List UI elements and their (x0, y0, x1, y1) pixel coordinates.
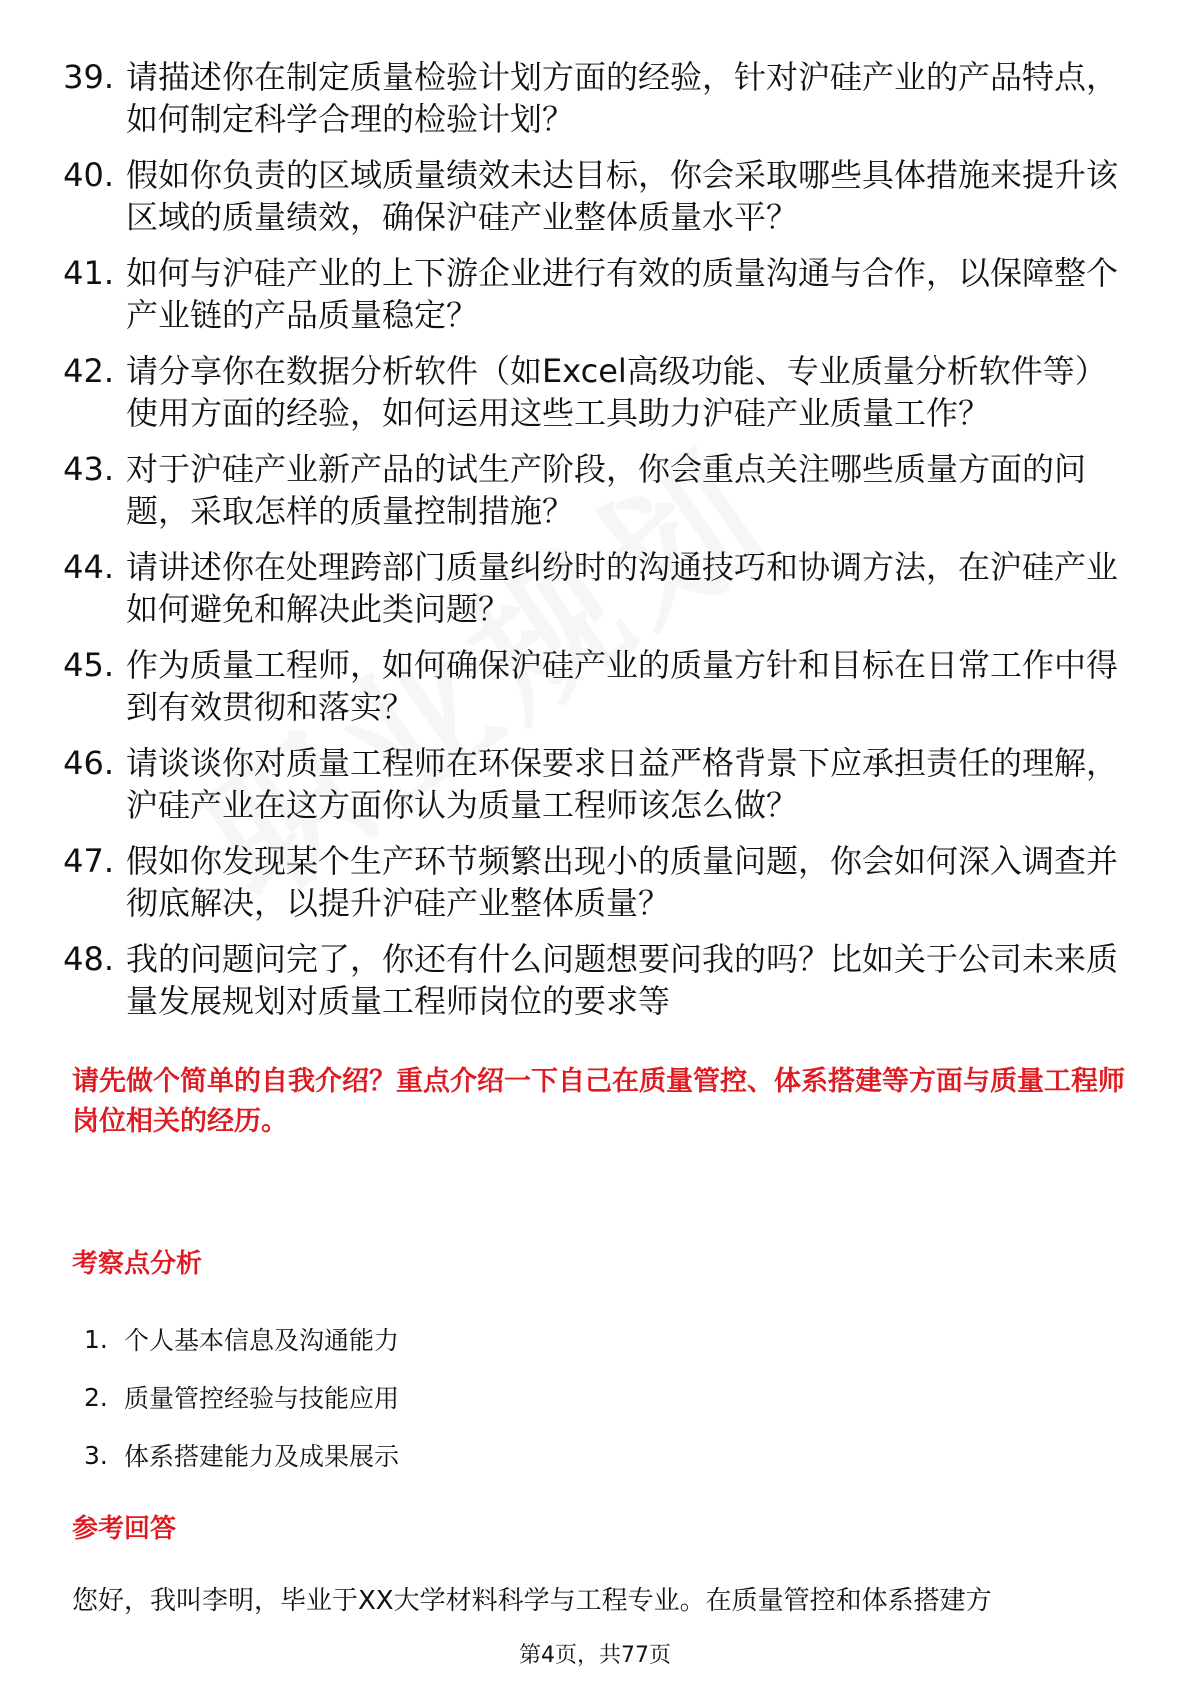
list-item-text: 体系搭建能力及成果展示 (124, 1442, 400, 1471)
list-item-text: 质量管控经验与技能应用 (124, 1384, 400, 1413)
question-text: 作为质量工程师，如何确保沪硅产业的质量方针和目标在日常工作中得到有效贯彻和落实？ (126, 646, 1119, 726)
list-item-text: 个人基本信息及沟通能力 (124, 1326, 400, 1355)
question-item (56, 350, 1136, 434)
question-number: 44. (63, 548, 114, 586)
question-list (56, 56, 1136, 1036)
reference-answer-heading: 参考回答 (72, 1514, 177, 1544)
question-item (56, 154, 1136, 238)
question-number: 39. (63, 58, 114, 96)
question-item (56, 448, 1136, 532)
list-item-number: 3. (84, 1440, 108, 1470)
list-item-number: 2. (84, 1382, 108, 1412)
section-question-heading: 请先做个简单的自我介绍？重点介绍一下自己在质量管控、体系搭建等方面与质量工程师岗位相关的经历。 (72, 1066, 1125, 1137)
question-text: 请分享你在数据分析软件（如Excel高级功能、专业质量分析软件等）使用方面的经验，如何运用这些工具助力沪硅产业质量工作？ (126, 352, 1107, 432)
analysis-list (84, 1310, 884, 1484)
question-number: 46. (63, 744, 114, 782)
question-number: 41. (63, 254, 114, 292)
question-number: 47. (63, 842, 114, 880)
analysis-heading: 考察点分析 (72, 1249, 203, 1279)
list-item-number: 1. (84, 1324, 108, 1354)
question-item (56, 56, 1136, 140)
question-item (56, 252, 1136, 336)
question-number: 40. (63, 156, 114, 194)
question-number: 42. (63, 352, 114, 390)
page-footer: 第4页，共77页 (519, 1643, 671, 1668)
list-item (84, 1310, 884, 1368)
question-text: 如何与沪硅产业的上下游企业进行有效的质量沟通与合作，以保障整个产业链的产品质量稳定？ (126, 254, 1119, 334)
question-text: 请谈谈你对质量工程师在环保要求日益严格背景下应承担责任的理解，沪硅产业在这方面你认为质量工程师该怎么做？ (126, 744, 1119, 824)
question-item (56, 938, 1136, 1022)
question-item (56, 644, 1136, 728)
answer-paragraph: 您好，我叫李明，毕业于XX大学材料科学与工程专业。在质量管控和体系搭建方 (72, 1586, 992, 1616)
question-text: 对于沪硅产业新产品的试生产阶段，你会重点关注哪些质量方面的问题，采取怎样的质量控制措施？ (126, 450, 1087, 530)
question-item (56, 742, 1136, 826)
question-text: 假如你负责的区域质量绩效未达目标，你会采取哪些具体措施来提升该区域的质量绩效，确保沪硅产业整体质量水平？ (126, 156, 1119, 236)
list-item (84, 1426, 884, 1484)
question-text: 假如你发现某个生产环节频繁出现小的质量问题，你会如何深入调查并彻底解决，以提升沪硅产业整体质量？ (126, 842, 1119, 922)
question-number: 45. (63, 646, 114, 684)
list-item (84, 1368, 884, 1426)
question-number: 48. (63, 940, 114, 978)
question-number: 43. (63, 450, 114, 488)
question-text: 请讲述你在处理跨部门质量纠纷时的沟通技巧和协调方法，在沪硅产业如何避免和解决此类问题？ (126, 548, 1119, 628)
question-item (56, 546, 1136, 630)
question-text: 我的问题问完了，你还有什么问题想要问我的吗？比如关于公司未来质量发展规划对质量工程师岗位的要求等 (126, 940, 1119, 1020)
question-text: 请描述你在制定质量检验计划方面的经验，针对沪硅产业的产品特点，如何制定科学合理的检验计划？ (126, 58, 1119, 138)
question-item (56, 840, 1136, 924)
